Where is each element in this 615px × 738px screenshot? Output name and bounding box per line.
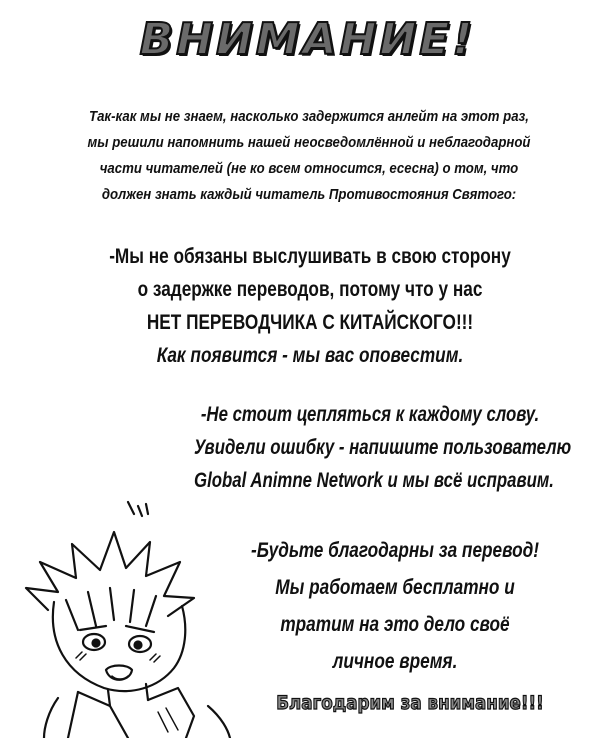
notice-line: Global Animne Network и мы всё исправим. bbox=[194, 469, 554, 492]
notice-line: о задержке переводов, потому что у нас bbox=[137, 278, 483, 301]
notice-line: тратим на это дело своё bbox=[280, 613, 510, 636]
notice-line: -Не стоит цепляться к каждому слову. bbox=[200, 403, 540, 426]
gratitude-notice bbox=[243, 532, 546, 680]
notice-line: Увидели ошибку - напишите пользователю bbox=[194, 436, 572, 459]
intro-line: мы решили напомнить нашей неосведомлённой и неблагодарной bbox=[87, 134, 531, 151]
anime-boy-shouting-illustration bbox=[18, 492, 238, 738]
translation-delay-notice bbox=[97, 240, 523, 372]
intro-line: должен знать каждый читатель Противостояния Святого: bbox=[101, 186, 517, 203]
notice-line: личное время. bbox=[332, 650, 458, 673]
notice-line-emphasis: НЕТ ПЕРЕВОДЧИКА С КИТАЙСКОГО!!! bbox=[146, 311, 474, 334]
intro-paragraph bbox=[67, 104, 551, 208]
intro-line: Так-как мы не знаем, насколько задержится анлейт на этот раз, bbox=[89, 108, 529, 125]
notice-line: Как появится - мы вас оповестим. bbox=[156, 344, 464, 367]
notice-line: -Мы не обязаны выслушивать в свою сторону bbox=[109, 245, 511, 268]
thanks-banner: Благодарим за внимание!!! bbox=[276, 692, 544, 714]
intro-line: части читателей (не ко всем относится, есесна) о том, что bbox=[99, 160, 519, 177]
notice-line: Мы работаем бесплатно и bbox=[275, 576, 515, 599]
notice-line: -Будьте благодарны за перевод! bbox=[250, 539, 539, 562]
page-title: ВНИМАНИЕ! bbox=[139, 14, 476, 65]
error-report-notice bbox=[194, 398, 572, 497]
